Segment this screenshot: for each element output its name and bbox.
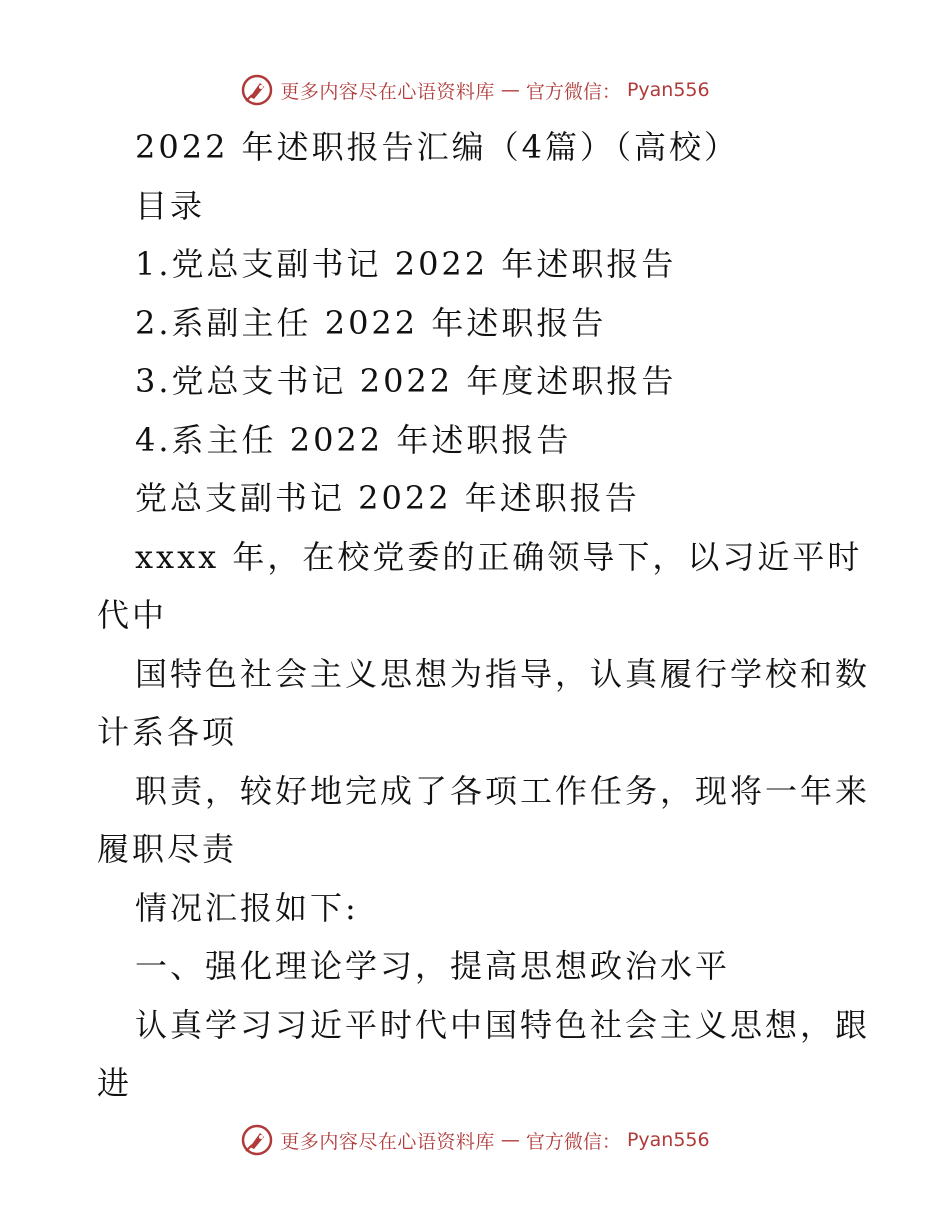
toc-item-1: 1.党总支副书记 2022 年述职报告	[135, 245, 677, 283]
watermark-lead: 更多内容尽在心语资料库	[280, 1130, 495, 1153]
toc-item-4: 4.系主任 2022 年述职报告	[135, 420, 572, 459]
paragraph-line: 认真学习习近平时代中国特色社会主义思想，跟	[135, 1005, 871, 1044]
pen-nib-circle-icon	[240, 73, 274, 107]
watermark-dash: —	[500, 1129, 520, 1151]
watermark-wechat-label: 官方微信：	[525, 80, 621, 103]
section-heading: 党总支副书记 2022 年述职报告	[135, 479, 640, 517]
subsection-heading: 一、强化理论学习，提高思想政治水平	[135, 947, 731, 985]
watermark-dash: —	[500, 79, 520, 101]
document-title: 2022 年述职报告汇编（4篇）（高校）	[135, 128, 739, 166]
paragraph-line: 计系各项	[97, 713, 238, 751]
document-body	[97, 118, 871, 1113]
watermark-wechat-label: 官方微信：	[525, 1130, 621, 1153]
pen-nib-circle-icon	[240, 1123, 274, 1157]
paragraph-line: xxxx 年，在校党委的正确领导下，以习近平时	[135, 537, 863, 576]
watermark-handle: Pyan556	[626, 1129, 710, 1151]
paragraph-line: 进	[97, 1064, 133, 1102]
watermark-lead: 更多内容尽在心语资料库	[280, 80, 495, 103]
paragraph-line: 职责，较好地完成了各项工作任务，现将一年来	[135, 771, 871, 810]
toc-heading: 目录	[135, 186, 206, 225]
paragraph-line: 国特色社会主义思想为指导，认真履行学校和数	[135, 654, 871, 693]
paragraph-line: 代中	[97, 596, 168, 634]
watermark-handle: Pyan556	[626, 79, 710, 101]
paragraph-line: 履职尽责	[97, 830, 238, 868]
watermark-banner-bottom	[0, 1120, 950, 1160]
toc-item-2: 2.系副主任 2022 年述职报告	[135, 303, 607, 342]
toc-item-3: 3.党总支书记 2022 年度述职报告	[135, 362, 677, 400]
paragraph-line: 情况汇报如下:	[135, 888, 359, 927]
watermark-banner-top	[0, 70, 950, 110]
